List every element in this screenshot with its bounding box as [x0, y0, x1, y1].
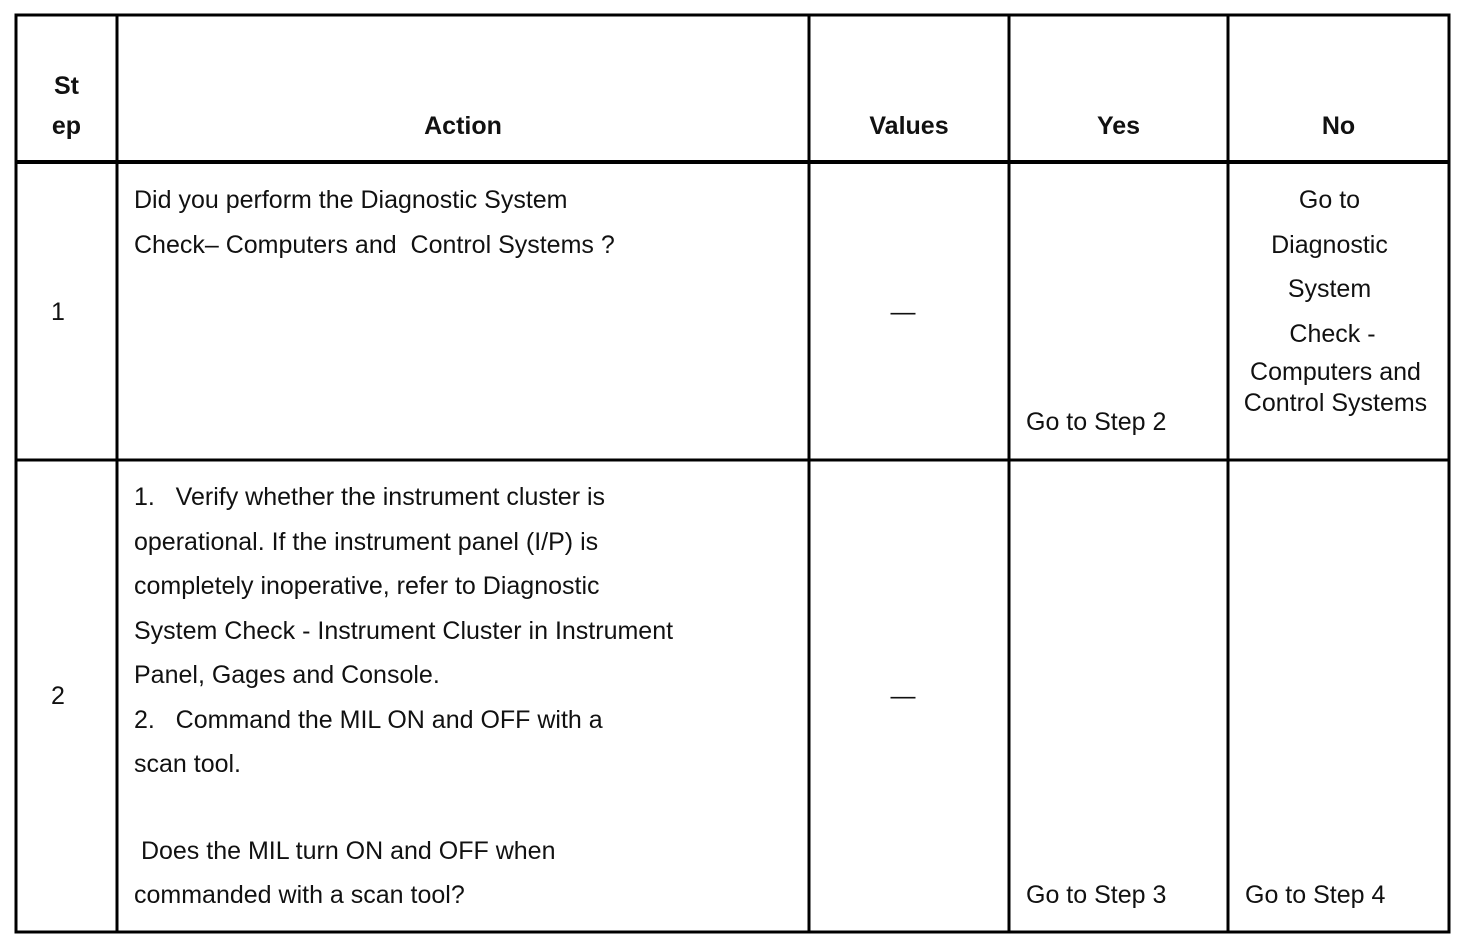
row-1-step: 1	[51, 298, 65, 326]
row-2-action-line-9: commanded with a scan tool?	[134, 881, 465, 909]
row-2-values: —	[890, 682, 916, 710]
header-values: Values	[869, 112, 949, 140]
header-step	[18, 66, 115, 146]
row-2-step: 2	[51, 682, 65, 710]
row-1-action-line-2: Check– Computers and Control Systems ?	[134, 230, 615, 259]
row-1-values: —	[890, 298, 916, 326]
row-1-no	[1230, 178, 1447, 417]
row-1-action	[134, 178, 804, 267]
row-2-action-line-5: Panel, Gages and Console.	[134, 661, 440, 689]
row-1-no-line-1: Go to	[1298, 186, 1361, 214]
header-action: Action	[424, 112, 502, 140]
row-1-no-line-4: Check -	[1289, 319, 1376, 348]
row-1-no-line-2: Diagnostic	[1271, 230, 1388, 259]
row-2-action-line-2: operational. If the instrument panel (I/P) is	[134, 527, 599, 556]
row-2-action-line-3: completely inoperative, refer to Diagnostic	[134, 572, 600, 600]
row-2-yes: Go to Step 3	[1026, 881, 1167, 909]
row-2-action-line-4: System Check - Instrument Cluster in Instrument	[134, 616, 674, 645]
row-1-no-line-3: System	[1287, 275, 1372, 303]
header-step-line-2: ep	[51, 112, 82, 140]
row-2-action-line-7: scan tool.	[134, 750, 242, 778]
row-2-action-line-1: 1. Verify whether the instrument cluster is	[134, 483, 606, 511]
header-yes: Yes	[1096, 112, 1141, 140]
header-no: No	[1321, 112, 1356, 140]
row-1-no-line-5: Computers and	[1250, 357, 1421, 386]
header-step-line-1: St	[54, 72, 79, 100]
row-1-action-line-1: Did you perform the Diagnostic System	[134, 186, 568, 214]
row-2-action	[134, 475, 804, 918]
row-2-action-line-6: 2. Command the MIL ON and OFF with a	[134, 705, 603, 734]
row-2-action-line-8: Does the MIL turn ON and OFF when	[134, 836, 556, 865]
row-1-no-line-6: Control Systems	[1243, 388, 1428, 417]
row-1-yes: Go to Step 2	[1026, 408, 1167, 436]
row-2-no: Go to Step 4	[1245, 881, 1386, 909]
